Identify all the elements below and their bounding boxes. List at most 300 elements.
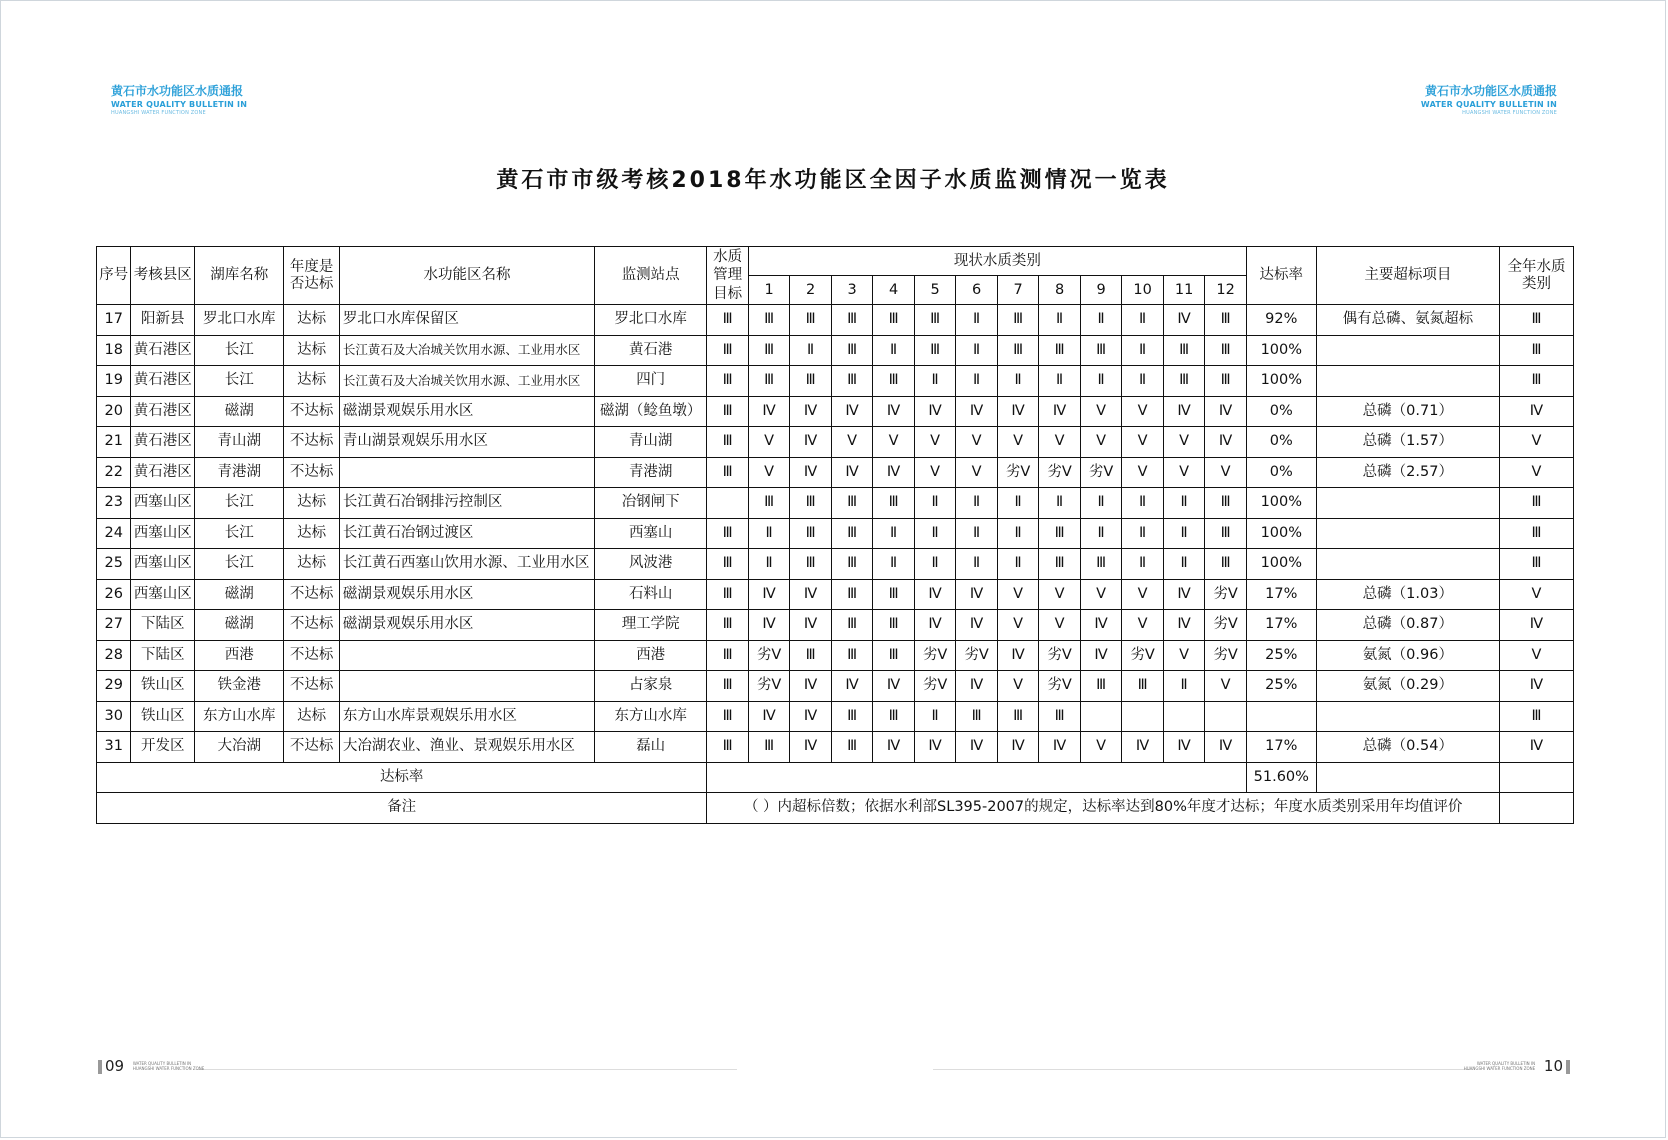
cell-zone: 大冶湖农业、渔业、景观娱乐用水区 bbox=[339, 732, 594, 763]
footer-left bbox=[95, 1057, 208, 1075]
cell-target: Ⅲ bbox=[707, 732, 749, 763]
cell-rate: 100% bbox=[1246, 366, 1316, 397]
cell-station: 罗北口水库 bbox=[595, 305, 707, 336]
cell-month-class: Ⅴ bbox=[748, 427, 790, 458]
summary-empty bbox=[1499, 762, 1573, 793]
cell-month-class: Ⅴ bbox=[1080, 579, 1122, 610]
cell-annual: Ⅳ bbox=[1499, 396, 1573, 427]
cell-target: Ⅲ bbox=[707, 457, 749, 488]
cell-month-class: Ⅳ bbox=[1163, 610, 1205, 641]
cell-month-class: Ⅳ bbox=[873, 671, 915, 702]
cell-seq: 22 bbox=[97, 457, 131, 488]
header-left bbox=[111, 85, 247, 116]
cell-exceed bbox=[1316, 366, 1499, 397]
cell-rate: 0% bbox=[1246, 427, 1316, 458]
cell-month-class: Ⅱ bbox=[914, 366, 956, 397]
cell-month-class: Ⅱ bbox=[914, 701, 956, 732]
cell-month-class bbox=[1205, 701, 1247, 732]
cell-target: Ⅲ bbox=[707, 640, 749, 671]
cell-station: 理工学院 bbox=[595, 610, 707, 641]
cell-station: 东方山水库 bbox=[595, 701, 707, 732]
cell-county: 下陆区 bbox=[131, 610, 195, 641]
cell-county: 铁山区 bbox=[131, 671, 195, 702]
page-title: 黄石市市级考核2018年水功能区全因子水质监测情况一览表 bbox=[496, 168, 1170, 193]
cell-pass: 达标 bbox=[284, 305, 340, 336]
cell-zone bbox=[339, 671, 594, 702]
cell-month-class: Ⅳ bbox=[831, 457, 873, 488]
water-quality-table bbox=[96, 246, 1574, 824]
cell-month-class: Ⅴ bbox=[1122, 610, 1164, 641]
cell-month-class: Ⅲ bbox=[748, 366, 790, 397]
cell-month-class: Ⅴ bbox=[997, 579, 1039, 610]
cell-month-class: Ⅲ bbox=[831, 549, 873, 580]
col-header-rate: 达标率 bbox=[1246, 247, 1316, 305]
cell-month-class: Ⅲ bbox=[873, 366, 915, 397]
cell-target: Ⅲ bbox=[707, 701, 749, 732]
cell-seq: 26 bbox=[97, 579, 131, 610]
col-header-station: 监测站点 bbox=[595, 247, 707, 305]
col-header-month: 7 bbox=[997, 276, 1039, 305]
cell-month-class: Ⅱ bbox=[873, 518, 915, 549]
cell-lake: 磁湖 bbox=[195, 579, 284, 610]
cell-pass: 不达标 bbox=[284, 640, 340, 671]
cell-month-class: Ⅲ bbox=[1039, 549, 1081, 580]
cell-zone: 磁湖景观娱乐用水区 bbox=[339, 579, 594, 610]
cell-month-class: 劣Ⅴ bbox=[1205, 610, 1247, 641]
cell-target: Ⅲ bbox=[707, 305, 749, 336]
remark-text: （ ）内超标倍数；依据水利部SL395-2007的规定，达标率达到80%年度才达标；年度水质类别采用年均值评价 bbox=[707, 793, 1500, 824]
cell-month-class: Ⅱ bbox=[1163, 518, 1205, 549]
cell-rate: 100% bbox=[1246, 549, 1316, 580]
cell-month-class: Ⅴ bbox=[1163, 640, 1205, 671]
cell-month-class: 劣Ⅴ bbox=[748, 671, 790, 702]
cell-rate: 100% bbox=[1246, 335, 1316, 366]
col-header-status: 现状水质类别 bbox=[748, 247, 1246, 276]
cell-month-class: Ⅲ bbox=[873, 701, 915, 732]
cell-pass: 达标 bbox=[284, 549, 340, 580]
cell-month-class: Ⅳ bbox=[997, 732, 1039, 763]
cell-exceed: 总磷（0.87） bbox=[1316, 610, 1499, 641]
cell-station: 黄石港 bbox=[595, 335, 707, 366]
header-title-cn: 黄石市水功能区水质通报 bbox=[1424, 84, 1557, 98]
cell-month-class: Ⅱ bbox=[956, 305, 998, 336]
cell-month-class: Ⅳ bbox=[790, 732, 832, 763]
cell-month-class: Ⅳ bbox=[997, 640, 1039, 671]
table-row bbox=[97, 671, 1574, 702]
cell-month-class: Ⅲ bbox=[1205, 549, 1247, 580]
cell-seq: 21 bbox=[97, 427, 131, 458]
cell-month-class: Ⅴ bbox=[1205, 671, 1247, 702]
cell-month-class: Ⅲ bbox=[790, 366, 832, 397]
cell-month-class: Ⅲ bbox=[748, 488, 790, 519]
cell-month-class: Ⅱ bbox=[1122, 549, 1164, 580]
cell-month-class: Ⅳ bbox=[956, 579, 998, 610]
cell-pass: 达标 bbox=[284, 488, 340, 519]
cell-month-class: Ⅱ bbox=[1080, 518, 1122, 549]
cell-lake: 长江 bbox=[195, 366, 284, 397]
cell-month-class: Ⅳ bbox=[748, 610, 790, 641]
cell-county: 西塞山区 bbox=[131, 518, 195, 549]
cell-month-class: Ⅱ bbox=[997, 518, 1039, 549]
cell-seq: 24 bbox=[97, 518, 131, 549]
cell-month-class: Ⅲ bbox=[1080, 549, 1122, 580]
cell-exceed: 总磷（0.54） bbox=[1316, 732, 1499, 763]
cell-target: Ⅲ bbox=[707, 396, 749, 427]
cell-seq: 18 bbox=[97, 335, 131, 366]
cell-month-class: Ⅲ bbox=[831, 610, 873, 641]
cell-month-class: Ⅳ bbox=[956, 610, 998, 641]
table-row bbox=[97, 488, 1574, 519]
cell-month-class: 劣Ⅴ bbox=[1039, 671, 1081, 702]
cell-month-class: Ⅳ bbox=[748, 701, 790, 732]
cell-month-class: Ⅳ bbox=[873, 732, 915, 763]
cell-lake: 长江 bbox=[195, 518, 284, 549]
cell-station: 西塞山 bbox=[595, 518, 707, 549]
cell-month-class: Ⅳ bbox=[1039, 732, 1081, 763]
cell-rate: 0% bbox=[1246, 457, 1316, 488]
cell-month-class: Ⅳ bbox=[831, 671, 873, 702]
cell-seq: 19 bbox=[97, 366, 131, 397]
cell-month-class: Ⅲ bbox=[748, 305, 790, 336]
cell-month-class: Ⅴ bbox=[956, 427, 998, 458]
cell-county: 下陆区 bbox=[131, 640, 195, 671]
cell-month-class: Ⅱ bbox=[1163, 549, 1205, 580]
cell-county: 铁山区 bbox=[131, 701, 195, 732]
cell-exceed bbox=[1316, 518, 1499, 549]
cell-exceed: 氨氮（0.96） bbox=[1316, 640, 1499, 671]
cell-month-class: Ⅱ bbox=[956, 518, 998, 549]
cell-month-class: Ⅱ bbox=[1080, 488, 1122, 519]
footer-right bbox=[1460, 1057, 1573, 1075]
cell-station: 青港湖 bbox=[595, 457, 707, 488]
cell-month-class: Ⅲ bbox=[914, 335, 956, 366]
header-title-cn: 黄石市水功能区水质通报 bbox=[111, 84, 244, 98]
cell-month-class: Ⅱ bbox=[1122, 335, 1164, 366]
cell-month-class: Ⅲ bbox=[873, 305, 915, 336]
cell-county: 阳新县 bbox=[131, 305, 195, 336]
header-title-en: WATER QUALITY BULLETIN IN bbox=[1420, 100, 1557, 109]
header-subtitle-en: HUANGSHI WATER FUNCTION ZONE bbox=[111, 110, 206, 116]
cell-pass: 不达标 bbox=[284, 732, 340, 763]
cell-target: Ⅲ bbox=[707, 335, 749, 366]
cell-seq: 29 bbox=[97, 671, 131, 702]
cell-exceed bbox=[1316, 488, 1499, 519]
cell-month-class bbox=[1080, 701, 1122, 732]
cell-annual: Ⅲ bbox=[1499, 488, 1573, 519]
col-header-month: 3 bbox=[831, 276, 873, 305]
cell-county: 黄石港区 bbox=[131, 366, 195, 397]
cell-month-class: Ⅴ bbox=[1122, 396, 1164, 427]
cell-month-class: Ⅱ bbox=[873, 549, 915, 580]
cell-month-class: Ⅱ bbox=[1122, 366, 1164, 397]
cell-target bbox=[707, 488, 749, 519]
cell-month-class: Ⅴ bbox=[997, 427, 1039, 458]
cell-exceed bbox=[1316, 549, 1499, 580]
table-row bbox=[97, 518, 1574, 549]
cell-month-class: Ⅳ bbox=[790, 579, 832, 610]
cell-month-class: Ⅲ bbox=[1205, 366, 1247, 397]
cell-month-class: Ⅲ bbox=[1205, 305, 1247, 336]
cell-target: Ⅲ bbox=[707, 549, 749, 580]
cell-county: 黄石港区 bbox=[131, 396, 195, 427]
cell-month-class: Ⅳ bbox=[873, 396, 915, 427]
table-row bbox=[97, 457, 1574, 488]
cell-month-class: 劣Ⅴ bbox=[1205, 579, 1247, 610]
cell-month-class: Ⅴ bbox=[1122, 427, 1164, 458]
cell-month-class: Ⅱ bbox=[956, 488, 998, 519]
cell-month-class: Ⅱ bbox=[997, 366, 1039, 397]
remark-empty bbox=[1499, 793, 1573, 824]
cell-station: 磊山 bbox=[595, 732, 707, 763]
cell-exceed: 总磷（0.71） bbox=[1316, 396, 1499, 427]
cell-lake: 东方山水库 bbox=[195, 701, 284, 732]
cell-month-class: Ⅲ bbox=[1205, 335, 1247, 366]
cell-month-class: Ⅳ bbox=[1163, 579, 1205, 610]
cell-month-class: Ⅲ bbox=[831, 488, 873, 519]
cell-month-class: Ⅳ bbox=[748, 396, 790, 427]
cell-month-class: Ⅲ bbox=[1163, 366, 1205, 397]
col-header-month: 2 bbox=[790, 276, 832, 305]
col-header-month: 8 bbox=[1039, 276, 1081, 305]
cell-annual: Ⅳ bbox=[1499, 610, 1573, 641]
cell-month-class: 劣Ⅴ bbox=[1080, 457, 1122, 488]
footer-bar bbox=[98, 1060, 102, 1074]
col-header-county: 考核县区 bbox=[131, 247, 195, 305]
cell-month-class: Ⅲ bbox=[748, 335, 790, 366]
cell-seq: 17 bbox=[97, 305, 131, 336]
cell-month-class: Ⅴ bbox=[1122, 579, 1164, 610]
cell-target: Ⅲ bbox=[707, 366, 749, 397]
table-row bbox=[97, 305, 1574, 336]
col-header-annual: 全年水质类别 bbox=[1499, 247, 1573, 305]
cell-month-class: Ⅲ bbox=[873, 488, 915, 519]
cell-pass: 不达标 bbox=[284, 610, 340, 641]
cell-month-class: Ⅲ bbox=[831, 640, 873, 671]
cell-month-class: Ⅳ bbox=[873, 457, 915, 488]
remark-row bbox=[97, 793, 1574, 824]
cell-month-class: 劣Ⅴ bbox=[997, 457, 1039, 488]
col-header-month: 5 bbox=[914, 276, 956, 305]
cell-month-class: Ⅳ bbox=[790, 457, 832, 488]
cell-month-class: Ⅲ bbox=[1039, 701, 1081, 732]
cell-pass: 不达标 bbox=[284, 427, 340, 458]
cell-month-class: Ⅱ bbox=[748, 518, 790, 549]
cell-month-class: Ⅳ bbox=[1163, 305, 1205, 336]
cell-month-class: Ⅱ bbox=[790, 335, 832, 366]
cell-annual: Ⅴ bbox=[1499, 640, 1573, 671]
cell-rate: 92% bbox=[1246, 305, 1316, 336]
col-header-target: 水质管理目标 bbox=[707, 247, 749, 305]
cell-seq: 20 bbox=[97, 396, 131, 427]
cell-month-class: Ⅱ bbox=[1039, 366, 1081, 397]
cell-zone: 长江黄石及大冶城关饮用水源、工业用水区 bbox=[339, 366, 594, 397]
cell-month-class: Ⅱ bbox=[997, 549, 1039, 580]
cell-month-class: Ⅳ bbox=[790, 610, 832, 641]
table-row bbox=[97, 701, 1574, 732]
cell-pass: 不达标 bbox=[284, 579, 340, 610]
cell-month-class: Ⅲ bbox=[1039, 518, 1081, 549]
cell-month-class: Ⅴ bbox=[1205, 457, 1247, 488]
cell-lake: 铁金港 bbox=[195, 671, 284, 702]
cell-annual: Ⅴ bbox=[1499, 427, 1573, 458]
cell-month-class: Ⅲ bbox=[997, 335, 1039, 366]
footer-rule-right bbox=[933, 1069, 1473, 1070]
cell-seq: 30 bbox=[97, 701, 131, 732]
cell-zone: 长江黄石及大冶城关饮用水源、工业用水区 bbox=[339, 335, 594, 366]
cell-rate: 25% bbox=[1246, 671, 1316, 702]
cell-seq: 31 bbox=[97, 732, 131, 763]
cell-target: Ⅲ bbox=[707, 518, 749, 549]
col-header-lake: 湖库名称 bbox=[195, 247, 284, 305]
cell-month-class: Ⅴ bbox=[1039, 579, 1081, 610]
cell-month-class: Ⅱ bbox=[914, 549, 956, 580]
cell-target: Ⅲ bbox=[707, 579, 749, 610]
cell-lake: 长江 bbox=[195, 549, 284, 580]
cell-county: 开发区 bbox=[131, 732, 195, 763]
cell-month-class: Ⅴ bbox=[956, 457, 998, 488]
cell-lake: 磁湖 bbox=[195, 396, 284, 427]
cell-month-class: Ⅲ bbox=[1080, 335, 1122, 366]
cell-lake: 西港 bbox=[195, 640, 284, 671]
cell-pass: 达标 bbox=[284, 701, 340, 732]
col-header-seq: 序号 bbox=[97, 247, 131, 305]
cell-annual: Ⅲ bbox=[1499, 366, 1573, 397]
cell-station: 占家泉 bbox=[595, 671, 707, 702]
table-row bbox=[97, 549, 1574, 580]
cell-month-class: Ⅳ bbox=[1163, 732, 1205, 763]
cell-month-class: Ⅱ bbox=[748, 549, 790, 580]
cell-month-class: Ⅴ bbox=[914, 457, 956, 488]
cell-lake: 罗北口水库 bbox=[195, 305, 284, 336]
cell-month-class: 劣Ⅴ bbox=[914, 640, 956, 671]
cell-zone: 罗北口水库保留区 bbox=[339, 305, 594, 336]
cell-target: Ⅲ bbox=[707, 671, 749, 702]
cell-month-class: Ⅳ bbox=[790, 671, 832, 702]
cell-rate: 17% bbox=[1246, 610, 1316, 641]
cell-rate: 100% bbox=[1246, 518, 1316, 549]
cell-month-class bbox=[1122, 701, 1164, 732]
cell-month-class: Ⅲ bbox=[1205, 518, 1247, 549]
cell-station: 青山湖 bbox=[595, 427, 707, 458]
cell-seq: 25 bbox=[97, 549, 131, 580]
page-number-right: 10 bbox=[1543, 1057, 1563, 1075]
cell-month-class: Ⅳ bbox=[914, 610, 956, 641]
cell-month-class: Ⅳ bbox=[956, 732, 998, 763]
cell-month-class: Ⅴ bbox=[997, 610, 1039, 641]
cell-month-class: Ⅴ bbox=[1122, 457, 1164, 488]
cell-lake: 长江 bbox=[195, 488, 284, 519]
cell-target: Ⅲ bbox=[707, 610, 749, 641]
footer-mini-title: WATER QUALITY BULLETIN IN HUANGSHI WATER FUNCTION ZONE bbox=[132, 1061, 205, 1071]
cell-county: 黄石港区 bbox=[131, 457, 195, 488]
header-subtitle-en: HUANGSHI WATER FUNCTION ZONE bbox=[1462, 110, 1557, 116]
cell-station: 四门 bbox=[595, 366, 707, 397]
cell-month-class: Ⅱ bbox=[873, 335, 915, 366]
cell-exceed: 总磷（1.03） bbox=[1316, 579, 1499, 610]
table-row bbox=[97, 366, 1574, 397]
cell-month-class: Ⅲ bbox=[748, 732, 790, 763]
col-header-month: 1 bbox=[748, 276, 790, 305]
cell-month-class: Ⅴ bbox=[1039, 610, 1081, 641]
cell-lake: 青港湖 bbox=[195, 457, 284, 488]
cell-month-class: Ⅲ bbox=[873, 640, 915, 671]
cell-station: 西港 bbox=[595, 640, 707, 671]
cell-month-class: Ⅳ bbox=[1205, 427, 1247, 458]
cell-annual: Ⅲ bbox=[1499, 305, 1573, 336]
cell-rate: 17% bbox=[1246, 732, 1316, 763]
cell-month-class: Ⅲ bbox=[873, 579, 915, 610]
cell-month-class: Ⅳ bbox=[1080, 640, 1122, 671]
footer-rule-left bbox=[197, 1069, 737, 1070]
cell-month-class: Ⅴ bbox=[1163, 457, 1205, 488]
cell-rate: 17% bbox=[1246, 579, 1316, 610]
cell-pass: 达标 bbox=[284, 335, 340, 366]
cell-seq: 28 bbox=[97, 640, 131, 671]
cell-month-class: Ⅲ bbox=[1039, 335, 1081, 366]
cell-pass: 不达标 bbox=[284, 396, 340, 427]
cell-month-class: Ⅱ bbox=[1080, 366, 1122, 397]
cell-month-class: Ⅳ bbox=[790, 427, 832, 458]
cell-month-class: Ⅱ bbox=[1163, 488, 1205, 519]
cell-month-class: Ⅴ bbox=[914, 427, 956, 458]
cell-rate: 25% bbox=[1246, 640, 1316, 671]
cell-month-class bbox=[1163, 701, 1205, 732]
cell-month-class: Ⅱ bbox=[914, 518, 956, 549]
cell-month-class: Ⅲ bbox=[790, 305, 832, 336]
cell-month-class: Ⅱ bbox=[956, 366, 998, 397]
cell-lake: 长江 bbox=[195, 335, 284, 366]
cell-exceed: 偶有总磷、氨氮超标 bbox=[1316, 305, 1499, 336]
col-header-zone: 水功能区名称 bbox=[339, 247, 594, 305]
cell-month-class: Ⅱ bbox=[956, 335, 998, 366]
cell-month-class: Ⅴ bbox=[873, 427, 915, 458]
table-row bbox=[97, 335, 1574, 366]
cell-month-class: Ⅳ bbox=[914, 396, 956, 427]
col-header-month: 12 bbox=[1205, 276, 1247, 305]
cell-county: 黄石港区 bbox=[131, 427, 195, 458]
footer-bar bbox=[1566, 1060, 1570, 1074]
cell-zone: 东方山水库景观娱乐用水区 bbox=[339, 701, 594, 732]
cell-seq: 23 bbox=[97, 488, 131, 519]
summary-empty bbox=[707, 762, 1247, 793]
cell-month-class: 劣Ⅴ bbox=[1205, 640, 1247, 671]
cell-zone bbox=[339, 457, 594, 488]
table-row bbox=[97, 427, 1574, 458]
cell-lake: 大冶湖 bbox=[195, 732, 284, 763]
cell-month-class: Ⅳ bbox=[956, 396, 998, 427]
cell-month-class: Ⅱ bbox=[1122, 488, 1164, 519]
cell-month-class: Ⅲ bbox=[1163, 335, 1205, 366]
cell-month-class: Ⅴ bbox=[1080, 732, 1122, 763]
cell-annual: Ⅲ bbox=[1499, 518, 1573, 549]
cell-month-class: Ⅲ bbox=[873, 610, 915, 641]
cell-month-class: Ⅲ bbox=[831, 335, 873, 366]
cell-month-class: Ⅴ bbox=[748, 457, 790, 488]
cell-pass: 达标 bbox=[284, 518, 340, 549]
cell-exceed: 总磷（2.57） bbox=[1316, 457, 1499, 488]
cell-month-class: Ⅱ bbox=[1039, 488, 1081, 519]
cell-zone bbox=[339, 640, 594, 671]
cell-month-class: Ⅲ bbox=[1080, 671, 1122, 702]
cell-pass: 达标 bbox=[284, 366, 340, 397]
cell-zone: 磁湖景观娱乐用水区 bbox=[339, 610, 594, 641]
cell-pass: 不达标 bbox=[284, 457, 340, 488]
cell-month-class: Ⅱ bbox=[956, 549, 998, 580]
summary-row bbox=[97, 762, 1574, 793]
cell-month-class: 劣Ⅴ bbox=[1039, 457, 1081, 488]
cell-month-class: Ⅱ bbox=[1039, 305, 1081, 336]
cell-month-class: 劣Ⅴ bbox=[956, 640, 998, 671]
